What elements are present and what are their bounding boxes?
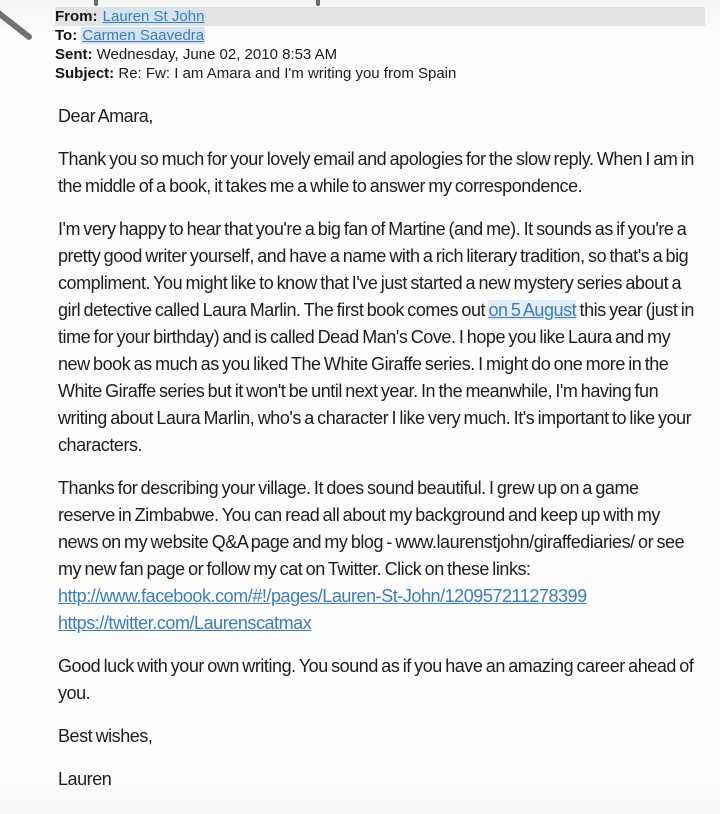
header-from-row xyxy=(55,7,705,26)
subject-label: Subject: xyxy=(55,65,115,82)
email-header xyxy=(55,7,705,83)
paragraph-1: Thank you so much for your lovely email and apologies for the slow reply. When I am in the middle of a book, it takes me a while to answer my correspondence. xyxy=(58,149,694,196)
header-to-row xyxy=(55,26,705,45)
photo-artifact xyxy=(0,8,33,41)
sent-value: Wednesday, June 02, 2010 8:53 AM xyxy=(96,46,338,63)
twitter-profile-link[interactable]: https://twitter.com/Laurenscatmax xyxy=(58,613,312,633)
paragraph-2-text-pre: I'm very happy to hear that you're a big fan of Martine (and me). It sounds as if you're a pretty good writer yourself, and have a name with a rich literary tradition, so that's a big compliment. You might like to know that I've just started a new mystery series about a girl detective called Laura Marlin. The first book comes out xyxy=(58,219,689,320)
paragraph-3-text: Thanks for describing your village. It does sound beautiful. I grew up on a game reserve in Zimbabwe. You can read all about my background and keep up with my news on my website Q&A page and my blog - www.laurenstjohn/giraffediaries/ or see my new fan page or follow my cat on Twitter. Click on these links: xyxy=(58,478,685,579)
release-date-link[interactable]: on 5 August xyxy=(488,300,577,320)
from-label: From: xyxy=(55,8,98,25)
to-contact-link[interactable]: Carmen Saavedra xyxy=(82,27,205,44)
paragraph-2 xyxy=(58,216,698,459)
to-label: To: xyxy=(55,27,78,44)
paragraph-2-text-post: this year (just in time for your birthday) and is called Dead Man's Cove. I hope you like Laura and my new book as much as you liked The White Giraffe series. I might do one more in the White Giraffe series but it won't be until next year. In the meanwhile, I'm having fun writing about Laura Marlin, who's a character I like very much. It's important to like your characters. xyxy=(58,300,694,455)
signature: Lauren xyxy=(58,769,112,789)
facebook-page-link[interactable]: http://www.facebook.com/#!/pages/Lauren-St-John/120957211278399 xyxy=(58,586,587,606)
sent-label: Sent: xyxy=(55,46,93,63)
cropped-glyph-descender xyxy=(316,0,320,6)
salutation: Dear Amara, xyxy=(58,106,153,126)
email-body xyxy=(58,103,698,809)
closing: Best wishes, xyxy=(58,726,153,746)
header-sent-row xyxy=(55,45,705,64)
cropped-text-remnant xyxy=(0,0,720,7)
from-contact-link[interactable]: Lauren St John xyxy=(102,8,205,25)
subject-value: Re: Fw: I am Amara and I'm writing you from Spain xyxy=(118,65,457,82)
cropped-glyph-descender xyxy=(94,0,98,6)
header-subject-row xyxy=(55,64,705,83)
paragraph-3 xyxy=(58,475,698,637)
paragraph-4: Good luck with your own writing. You sound as if you have an amazing career ahead of you. xyxy=(58,656,694,703)
